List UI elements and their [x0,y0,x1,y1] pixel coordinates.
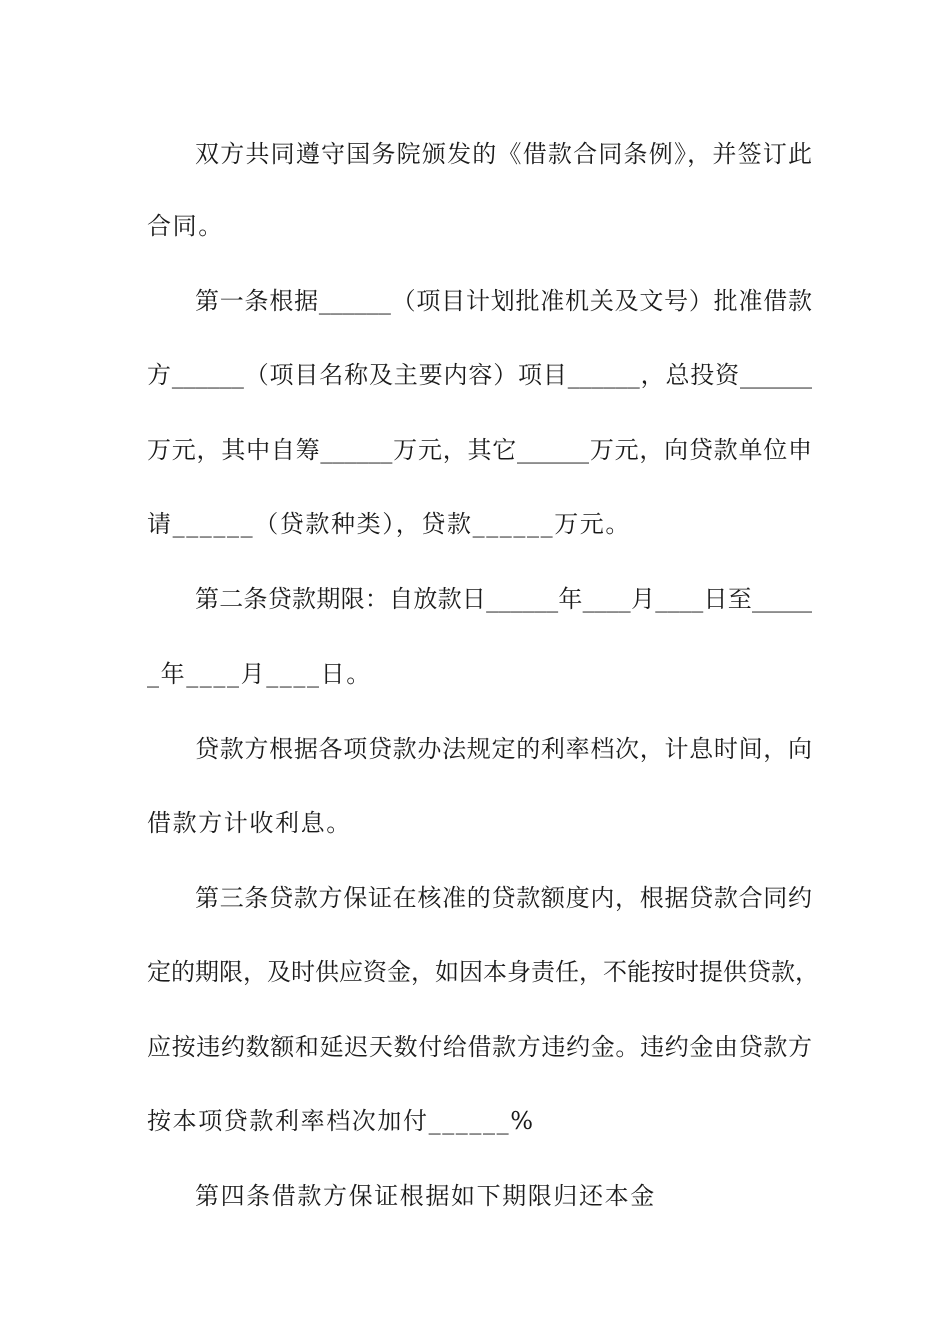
paragraph-line: 第一条根据______（项目计划批准机关及文号）批准借款 [195,287,812,315]
paragraph-line: 定的期限，及时供应资金，如因本身责任，不能按时提供贷款， [147,958,819,986]
paragraph-line: 借款方计收利息。 [147,809,352,837]
paragraph-line: 请______（贷款种类），贷款______万元。 [147,510,631,538]
paragraph-line: 第二条贷款期限：自放款日______年____月____日至_____ [195,585,812,613]
paragraph-line: 万元，其中自筹______万元，其它______万元，向贷款单位申 [147,436,812,464]
paragraph-line: 合同。 [147,212,224,240]
paragraph-line: _年____月____日。 [147,660,372,688]
paragraph-line: 应按违约数额和延迟天数付给借款方违约金。违约金由贷款方 [147,1033,812,1061]
paragraph-line: 第三条贷款方保证在核准的贷款额度内，根据贷款合同约 [195,884,812,912]
paragraph-line: 贷款方根据各项贷款办法规定的利率档次，计息时间，向 [195,735,812,763]
paragraph-line: 第四条借款方保证根据如下期限归还本金 [195,1182,656,1210]
paragraph-line: 按本项贷款利率档次加付______% [147,1107,535,1135]
paragraph-line: 双方共同遵守国务院颁发的《借款合同条例》，并签订此 [195,140,812,168]
paragraph-line: 方______（项目名称及主要内容）项目______，总投资______ [147,361,812,389]
